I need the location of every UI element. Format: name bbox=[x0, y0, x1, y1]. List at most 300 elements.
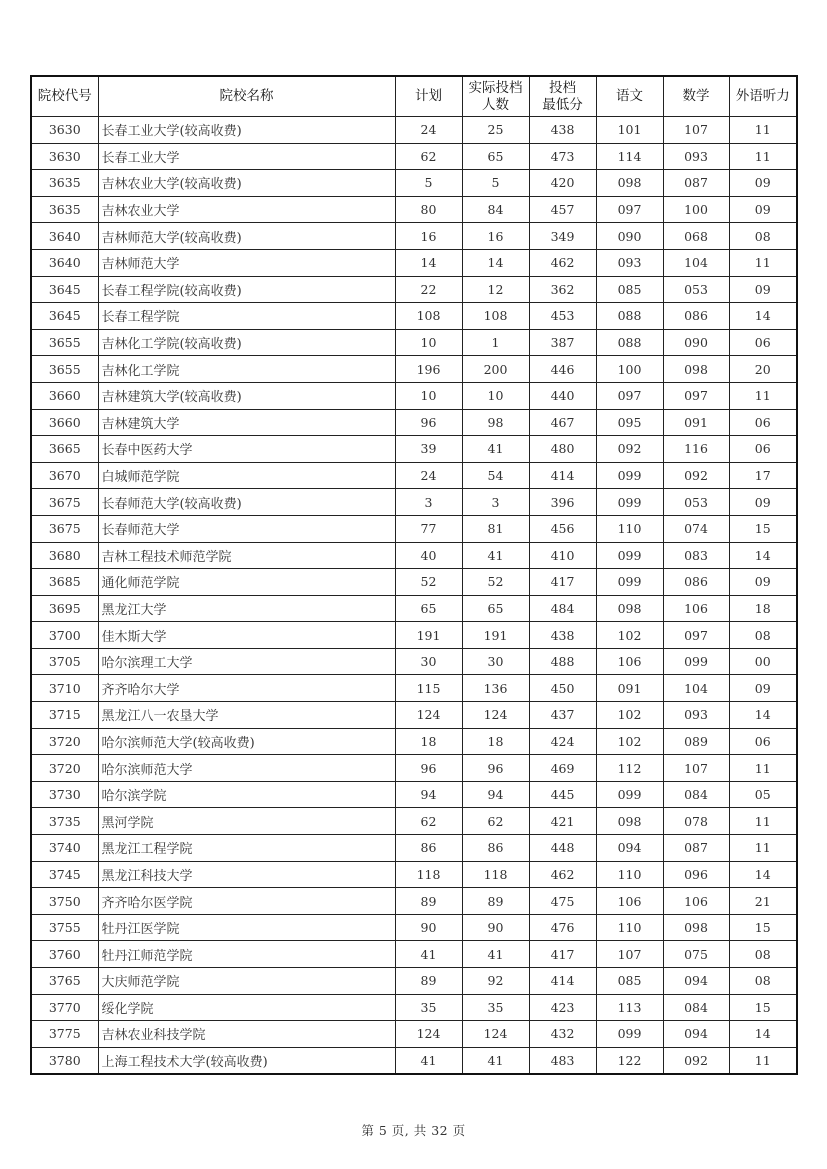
cell-plan: 24 bbox=[395, 117, 462, 144]
header-min-score bbox=[529, 76, 596, 117]
cell-math: 068 bbox=[663, 223, 729, 250]
header-code: 院校代号 bbox=[31, 76, 98, 117]
cell-math: 090 bbox=[663, 329, 729, 356]
cell-chinese: 099 bbox=[596, 781, 663, 808]
cell-code: 3750 bbox=[31, 888, 98, 915]
cell-chinese: 097 bbox=[596, 382, 663, 409]
cell-code: 3715 bbox=[31, 702, 98, 729]
cell-plan: 62 bbox=[395, 143, 462, 170]
cell-code: 3740 bbox=[31, 835, 98, 862]
cell-math: 053 bbox=[663, 276, 729, 303]
cell-plan: 124 bbox=[395, 702, 462, 729]
cell-name: 长春师范大学 bbox=[98, 515, 395, 542]
table-header-row bbox=[31, 76, 797, 117]
cell-min-score: 483 bbox=[529, 1047, 596, 1074]
cell-actual-count: 1 bbox=[462, 329, 529, 356]
cell-chinese: 100 bbox=[596, 356, 663, 383]
cell-math: 096 bbox=[663, 861, 729, 888]
cell-listening: 08 bbox=[729, 968, 797, 995]
cell-name: 哈尔滨理工大学 bbox=[98, 648, 395, 675]
cell-name: 吉林工程技术师范学院 bbox=[98, 542, 395, 569]
cell-actual-count: 62 bbox=[462, 808, 529, 835]
cell-name: 牡丹江师范学院 bbox=[98, 941, 395, 968]
cell-actual-count: 124 bbox=[462, 1021, 529, 1048]
table-row bbox=[31, 569, 797, 596]
cell-min-score: 488 bbox=[529, 648, 596, 675]
cell-listening: 20 bbox=[729, 356, 797, 383]
cell-plan: 90 bbox=[395, 914, 462, 941]
table-row bbox=[31, 117, 797, 144]
cell-plan: 16 bbox=[395, 223, 462, 250]
cell-math: 106 bbox=[663, 888, 729, 915]
cell-plan: 52 bbox=[395, 569, 462, 596]
table-row bbox=[31, 755, 797, 782]
cell-name: 大庆师范学院 bbox=[98, 968, 395, 995]
cell-min-score: 440 bbox=[529, 382, 596, 409]
header-actual-count bbox=[462, 76, 529, 117]
cell-listening: 09 bbox=[729, 276, 797, 303]
table-row bbox=[31, 382, 797, 409]
cell-min-score: 437 bbox=[529, 702, 596, 729]
cell-name: 吉林农业科技学院 bbox=[98, 1021, 395, 1048]
cell-plan: 89 bbox=[395, 888, 462, 915]
cell-name: 齐齐哈尔大学 bbox=[98, 675, 395, 702]
cell-chinese: 110 bbox=[596, 515, 663, 542]
cell-chinese: 099 bbox=[596, 569, 663, 596]
cell-min-score: 414 bbox=[529, 968, 596, 995]
cell-plan: 191 bbox=[395, 622, 462, 649]
cell-code: 3675 bbox=[31, 515, 98, 542]
table-row bbox=[31, 914, 797, 941]
cell-plan: 118 bbox=[395, 861, 462, 888]
cell-math: 107 bbox=[663, 117, 729, 144]
cell-math: 086 bbox=[663, 303, 729, 330]
table-row bbox=[31, 781, 797, 808]
cell-min-score: 396 bbox=[529, 489, 596, 516]
cell-math: 106 bbox=[663, 595, 729, 622]
table-row bbox=[31, 648, 797, 675]
cell-math: 086 bbox=[663, 569, 729, 596]
cell-math: 083 bbox=[663, 542, 729, 569]
cell-code: 3660 bbox=[31, 382, 98, 409]
cell-code: 3730 bbox=[31, 781, 98, 808]
cell-math: 087 bbox=[663, 835, 729, 862]
cell-name: 黑河学院 bbox=[98, 808, 395, 835]
cell-math: 074 bbox=[663, 515, 729, 542]
cell-min-score: 410 bbox=[529, 542, 596, 569]
cell-actual-count: 94 bbox=[462, 781, 529, 808]
cell-chinese: 099 bbox=[596, 542, 663, 569]
cell-name: 长春工业大学(较高收费) bbox=[98, 117, 395, 144]
cell-min-score: 456 bbox=[529, 515, 596, 542]
cell-min-score: 445 bbox=[529, 781, 596, 808]
cell-actual-count: 200 bbox=[462, 356, 529, 383]
cell-name: 齐齐哈尔医学院 bbox=[98, 888, 395, 915]
cell-chinese: 102 bbox=[596, 728, 663, 755]
cell-code: 3655 bbox=[31, 329, 98, 356]
cell-min-score: 450 bbox=[529, 675, 596, 702]
cell-name: 绥化学院 bbox=[98, 994, 395, 1021]
cell-actual-count: 41 bbox=[462, 436, 529, 463]
cell-code: 3665 bbox=[31, 436, 98, 463]
cell-chinese: 085 bbox=[596, 968, 663, 995]
cell-plan: 96 bbox=[395, 409, 462, 436]
cell-min-score: 438 bbox=[529, 622, 596, 649]
cell-code: 3660 bbox=[31, 409, 98, 436]
cell-actual-count: 81 bbox=[462, 515, 529, 542]
cell-code: 3780 bbox=[31, 1047, 98, 1074]
cell-actual-count: 41 bbox=[462, 941, 529, 968]
cell-actual-count: 118 bbox=[462, 861, 529, 888]
cell-plan: 89 bbox=[395, 968, 462, 995]
cell-listening: 09 bbox=[729, 196, 797, 223]
cell-code: 3745 bbox=[31, 861, 98, 888]
cell-code: 3640 bbox=[31, 249, 98, 276]
header-math: 数学 bbox=[663, 76, 729, 117]
cell-name: 通化师范学院 bbox=[98, 569, 395, 596]
cell-name: 佳木斯大学 bbox=[98, 622, 395, 649]
cell-actual-count: 191 bbox=[462, 622, 529, 649]
cell-min-score: 480 bbox=[529, 436, 596, 463]
cell-plan: 94 bbox=[395, 781, 462, 808]
cell-listening: 08 bbox=[729, 622, 797, 649]
table-row bbox=[31, 675, 797, 702]
cell-chinese: 088 bbox=[596, 303, 663, 330]
cell-chinese: 110 bbox=[596, 861, 663, 888]
cell-min-score: 432 bbox=[529, 1021, 596, 1048]
table-row bbox=[31, 249, 797, 276]
cell-min-score: 457 bbox=[529, 196, 596, 223]
cell-math: 104 bbox=[663, 675, 729, 702]
cell-math: 116 bbox=[663, 436, 729, 463]
cell-listening: 14 bbox=[729, 861, 797, 888]
table-row bbox=[31, 409, 797, 436]
cell-math: 084 bbox=[663, 781, 729, 808]
table-row bbox=[31, 436, 797, 463]
cell-chinese: 098 bbox=[596, 170, 663, 197]
cell-actual-count: 41 bbox=[462, 1047, 529, 1074]
cell-math: 107 bbox=[663, 755, 729, 782]
header-min-line1: 投档 bbox=[549, 79, 576, 96]
cell-min-score: 424 bbox=[529, 728, 596, 755]
cell-code: 3705 bbox=[31, 648, 98, 675]
cell-math: 092 bbox=[663, 462, 729, 489]
table-row bbox=[31, 941, 797, 968]
cell-code: 3655 bbox=[31, 356, 98, 383]
cell-math: 075 bbox=[663, 941, 729, 968]
cell-actual-count: 92 bbox=[462, 968, 529, 995]
table-row bbox=[31, 489, 797, 516]
cell-name: 吉林化工学院 bbox=[98, 356, 395, 383]
cell-min-score: 414 bbox=[529, 462, 596, 489]
cell-code: 3635 bbox=[31, 170, 98, 197]
cell-actual-count: 10 bbox=[462, 382, 529, 409]
cell-code: 3680 bbox=[31, 542, 98, 569]
cell-code: 3645 bbox=[31, 303, 98, 330]
cell-chinese: 102 bbox=[596, 622, 663, 649]
cell-chinese: 107 bbox=[596, 941, 663, 968]
cell-listening: 11 bbox=[729, 382, 797, 409]
cell-name: 长春师范大学(较高收费) bbox=[98, 489, 395, 516]
cell-min-score: 475 bbox=[529, 888, 596, 915]
cell-listening: 09 bbox=[729, 675, 797, 702]
table-row bbox=[31, 303, 797, 330]
cell-listening: 14 bbox=[729, 542, 797, 569]
cell-min-score: 469 bbox=[529, 755, 596, 782]
table-row bbox=[31, 542, 797, 569]
cell-actual-count: 86 bbox=[462, 835, 529, 862]
cell-chinese: 090 bbox=[596, 223, 663, 250]
cell-listening: 11 bbox=[729, 117, 797, 144]
cell-chinese: 088 bbox=[596, 329, 663, 356]
cell-actual-count: 3 bbox=[462, 489, 529, 516]
cell-code: 3640 bbox=[31, 223, 98, 250]
cell-plan: 77 bbox=[395, 515, 462, 542]
cell-actual-count: 98 bbox=[462, 409, 529, 436]
cell-actual-count: 136 bbox=[462, 675, 529, 702]
cell-name: 哈尔滨师范大学(较高收费) bbox=[98, 728, 395, 755]
cell-code: 3770 bbox=[31, 994, 98, 1021]
table-row bbox=[31, 728, 797, 755]
cell-plan: 24 bbox=[395, 462, 462, 489]
cell-code: 3630 bbox=[31, 143, 98, 170]
cell-listening: 06 bbox=[729, 409, 797, 436]
table-row bbox=[31, 462, 797, 489]
cell-listening: 21 bbox=[729, 888, 797, 915]
cell-listening: 15 bbox=[729, 994, 797, 1021]
cell-code: 3700 bbox=[31, 622, 98, 649]
cell-listening: 15 bbox=[729, 914, 797, 941]
cell-listening: 11 bbox=[729, 808, 797, 835]
cell-listening: 11 bbox=[729, 835, 797, 862]
cell-plan: 14 bbox=[395, 249, 462, 276]
cell-listening: 11 bbox=[729, 249, 797, 276]
table-row bbox=[31, 888, 797, 915]
cell-plan: 40 bbox=[395, 542, 462, 569]
cell-chinese: 101 bbox=[596, 117, 663, 144]
cell-min-score: 349 bbox=[529, 223, 596, 250]
cell-plan: 65 bbox=[395, 595, 462, 622]
cell-code: 3635 bbox=[31, 196, 98, 223]
cell-chinese: 106 bbox=[596, 648, 663, 675]
cell-chinese: 094 bbox=[596, 835, 663, 862]
cell-code: 3670 bbox=[31, 462, 98, 489]
cell-min-score: 462 bbox=[529, 861, 596, 888]
table-row bbox=[31, 595, 797, 622]
cell-listening: 09 bbox=[729, 170, 797, 197]
header-plan: 计划 bbox=[395, 76, 462, 117]
header-actual-line1: 实际投档 bbox=[468, 79, 523, 96]
cell-min-score: 484 bbox=[529, 595, 596, 622]
cell-plan: 35 bbox=[395, 994, 462, 1021]
cell-chinese: 085 bbox=[596, 276, 663, 303]
table-row bbox=[31, 196, 797, 223]
cell-chinese: 122 bbox=[596, 1047, 663, 1074]
cell-plan: 18 bbox=[395, 728, 462, 755]
cell-name: 牡丹江医学院 bbox=[98, 914, 395, 941]
cell-math: 097 bbox=[663, 382, 729, 409]
cell-actual-count: 108 bbox=[462, 303, 529, 330]
cell-actual-count: 35 bbox=[462, 994, 529, 1021]
cell-min-score: 362 bbox=[529, 276, 596, 303]
cell-actual-count: 14 bbox=[462, 249, 529, 276]
cell-name: 吉林建筑大学(较高收费) bbox=[98, 382, 395, 409]
cell-listening: 14 bbox=[729, 702, 797, 729]
table-row bbox=[31, 1047, 797, 1074]
cell-listening: 08 bbox=[729, 223, 797, 250]
cell-math: 093 bbox=[663, 702, 729, 729]
cell-code: 3710 bbox=[31, 675, 98, 702]
cell-chinese: 114 bbox=[596, 143, 663, 170]
cell-plan: 62 bbox=[395, 808, 462, 835]
cell-listening: 11 bbox=[729, 755, 797, 782]
cell-chinese: 099 bbox=[596, 489, 663, 516]
cell-listening: 09 bbox=[729, 569, 797, 596]
cell-name: 吉林师范大学 bbox=[98, 249, 395, 276]
cell-chinese: 110 bbox=[596, 914, 663, 941]
cell-plan: 41 bbox=[395, 1047, 462, 1074]
header-actual-line2: 人数 bbox=[482, 96, 509, 113]
cell-code: 3760 bbox=[31, 941, 98, 968]
cell-actual-count: 25 bbox=[462, 117, 529, 144]
cell-chinese: 112 bbox=[596, 755, 663, 782]
cell-plan: 196 bbox=[395, 356, 462, 383]
cell-name: 长春工程学院(较高收费) bbox=[98, 276, 395, 303]
cell-chinese: 098 bbox=[596, 595, 663, 622]
cell-math: 097 bbox=[663, 622, 729, 649]
cell-min-score: 462 bbox=[529, 249, 596, 276]
header-name: 院校名称 bbox=[98, 76, 395, 117]
cell-math: 087 bbox=[663, 170, 729, 197]
table-row bbox=[31, 808, 797, 835]
cell-name: 哈尔滨师范大学 bbox=[98, 755, 395, 782]
cell-name: 黑龙江大学 bbox=[98, 595, 395, 622]
cell-chinese: 093 bbox=[596, 249, 663, 276]
cell-actual-count: 30 bbox=[462, 648, 529, 675]
cell-plan: 115 bbox=[395, 675, 462, 702]
cell-min-score: 473 bbox=[529, 143, 596, 170]
cell-actual-count: 16 bbox=[462, 223, 529, 250]
cell-plan: 39 bbox=[395, 436, 462, 463]
cell-plan: 124 bbox=[395, 1021, 462, 1048]
cell-chinese: 102 bbox=[596, 702, 663, 729]
cell-actual-count: 90 bbox=[462, 914, 529, 941]
cell-min-score: 421 bbox=[529, 808, 596, 835]
table-row bbox=[31, 994, 797, 1021]
cell-code: 3775 bbox=[31, 1021, 98, 1048]
cell-math: 098 bbox=[663, 356, 729, 383]
cell-name: 白城师范学院 bbox=[98, 462, 395, 489]
cell-name: 黑龙江八一农垦大学 bbox=[98, 702, 395, 729]
cell-math: 099 bbox=[663, 648, 729, 675]
page-number: 第 5 页, 共 32 页 bbox=[361, 1123, 466, 1138]
cell-actual-count: 124 bbox=[462, 702, 529, 729]
table-row bbox=[31, 622, 797, 649]
cell-name: 黑龙江工程学院 bbox=[98, 835, 395, 862]
cell-chinese: 113 bbox=[596, 994, 663, 1021]
cell-plan: 3 bbox=[395, 489, 462, 516]
cell-name: 吉林农业大学 bbox=[98, 196, 395, 223]
cell-code: 3695 bbox=[31, 595, 98, 622]
cell-actual-count: 52 bbox=[462, 569, 529, 596]
cell-min-score: 467 bbox=[529, 409, 596, 436]
cell-name: 吉林建筑大学 bbox=[98, 409, 395, 436]
cell-chinese: 098 bbox=[596, 808, 663, 835]
table-row bbox=[31, 702, 797, 729]
cell-actual-count: 41 bbox=[462, 542, 529, 569]
cell-actual-count: 54 bbox=[462, 462, 529, 489]
cell-name: 吉林农业大学(较高收费) bbox=[98, 170, 395, 197]
cell-actual-count: 5 bbox=[462, 170, 529, 197]
cell-name: 上海工程技术大学(较高收费) bbox=[98, 1047, 395, 1074]
cell-code: 3685 bbox=[31, 569, 98, 596]
cell-math: 078 bbox=[663, 808, 729, 835]
cell-min-score: 446 bbox=[529, 356, 596, 383]
cell-plan: 10 bbox=[395, 382, 462, 409]
cell-plan: 5 bbox=[395, 170, 462, 197]
header-min-line2: 最低分 bbox=[542, 96, 583, 113]
cell-chinese: 099 bbox=[596, 462, 663, 489]
cell-math: 098 bbox=[663, 914, 729, 941]
cell-plan: 86 bbox=[395, 835, 462, 862]
cell-code: 3765 bbox=[31, 968, 98, 995]
cell-math: 092 bbox=[663, 1047, 729, 1074]
cell-min-score: 423 bbox=[529, 994, 596, 1021]
cell-min-score: 453 bbox=[529, 303, 596, 330]
cell-code: 3720 bbox=[31, 728, 98, 755]
cell-listening: 06 bbox=[729, 728, 797, 755]
cell-listening: 15 bbox=[729, 515, 797, 542]
cell-plan: 41 bbox=[395, 941, 462, 968]
header-listening: 外语听力 bbox=[729, 76, 797, 117]
cell-code: 3630 bbox=[31, 117, 98, 144]
cell-min-score: 417 bbox=[529, 941, 596, 968]
cell-min-score: 438 bbox=[529, 117, 596, 144]
table-row bbox=[31, 223, 797, 250]
cell-chinese: 092 bbox=[596, 436, 663, 463]
cell-actual-count: 96 bbox=[462, 755, 529, 782]
cell-math: 104 bbox=[663, 249, 729, 276]
cell-name: 长春工业大学 bbox=[98, 143, 395, 170]
cell-math: 094 bbox=[663, 968, 729, 995]
cell-math: 091 bbox=[663, 409, 729, 436]
cell-listening: 06 bbox=[729, 436, 797, 463]
cell-plan: 96 bbox=[395, 755, 462, 782]
cell-code: 3675 bbox=[31, 489, 98, 516]
cell-code: 3755 bbox=[31, 914, 98, 941]
cell-plan: 108 bbox=[395, 303, 462, 330]
table-row bbox=[31, 835, 797, 862]
cell-plan: 80 bbox=[395, 196, 462, 223]
table-row bbox=[31, 356, 797, 383]
cell-math: 094 bbox=[663, 1021, 729, 1048]
cell-listening: 14 bbox=[729, 1021, 797, 1048]
table-row bbox=[31, 1021, 797, 1048]
table-row bbox=[31, 143, 797, 170]
table-row bbox=[31, 861, 797, 888]
cell-chinese: 091 bbox=[596, 675, 663, 702]
cell-name: 吉林师范大学(较高收费) bbox=[98, 223, 395, 250]
cell-actual-count: 65 bbox=[462, 143, 529, 170]
cell-math: 093 bbox=[663, 143, 729, 170]
cell-listening: 06 bbox=[729, 329, 797, 356]
cell-name: 长春工程学院 bbox=[98, 303, 395, 330]
admission-score-table bbox=[30, 75, 798, 1075]
cell-chinese: 106 bbox=[596, 888, 663, 915]
cell-code: 3735 bbox=[31, 808, 98, 835]
cell-listening: 11 bbox=[729, 1047, 797, 1074]
cell-code: 3645 bbox=[31, 276, 98, 303]
